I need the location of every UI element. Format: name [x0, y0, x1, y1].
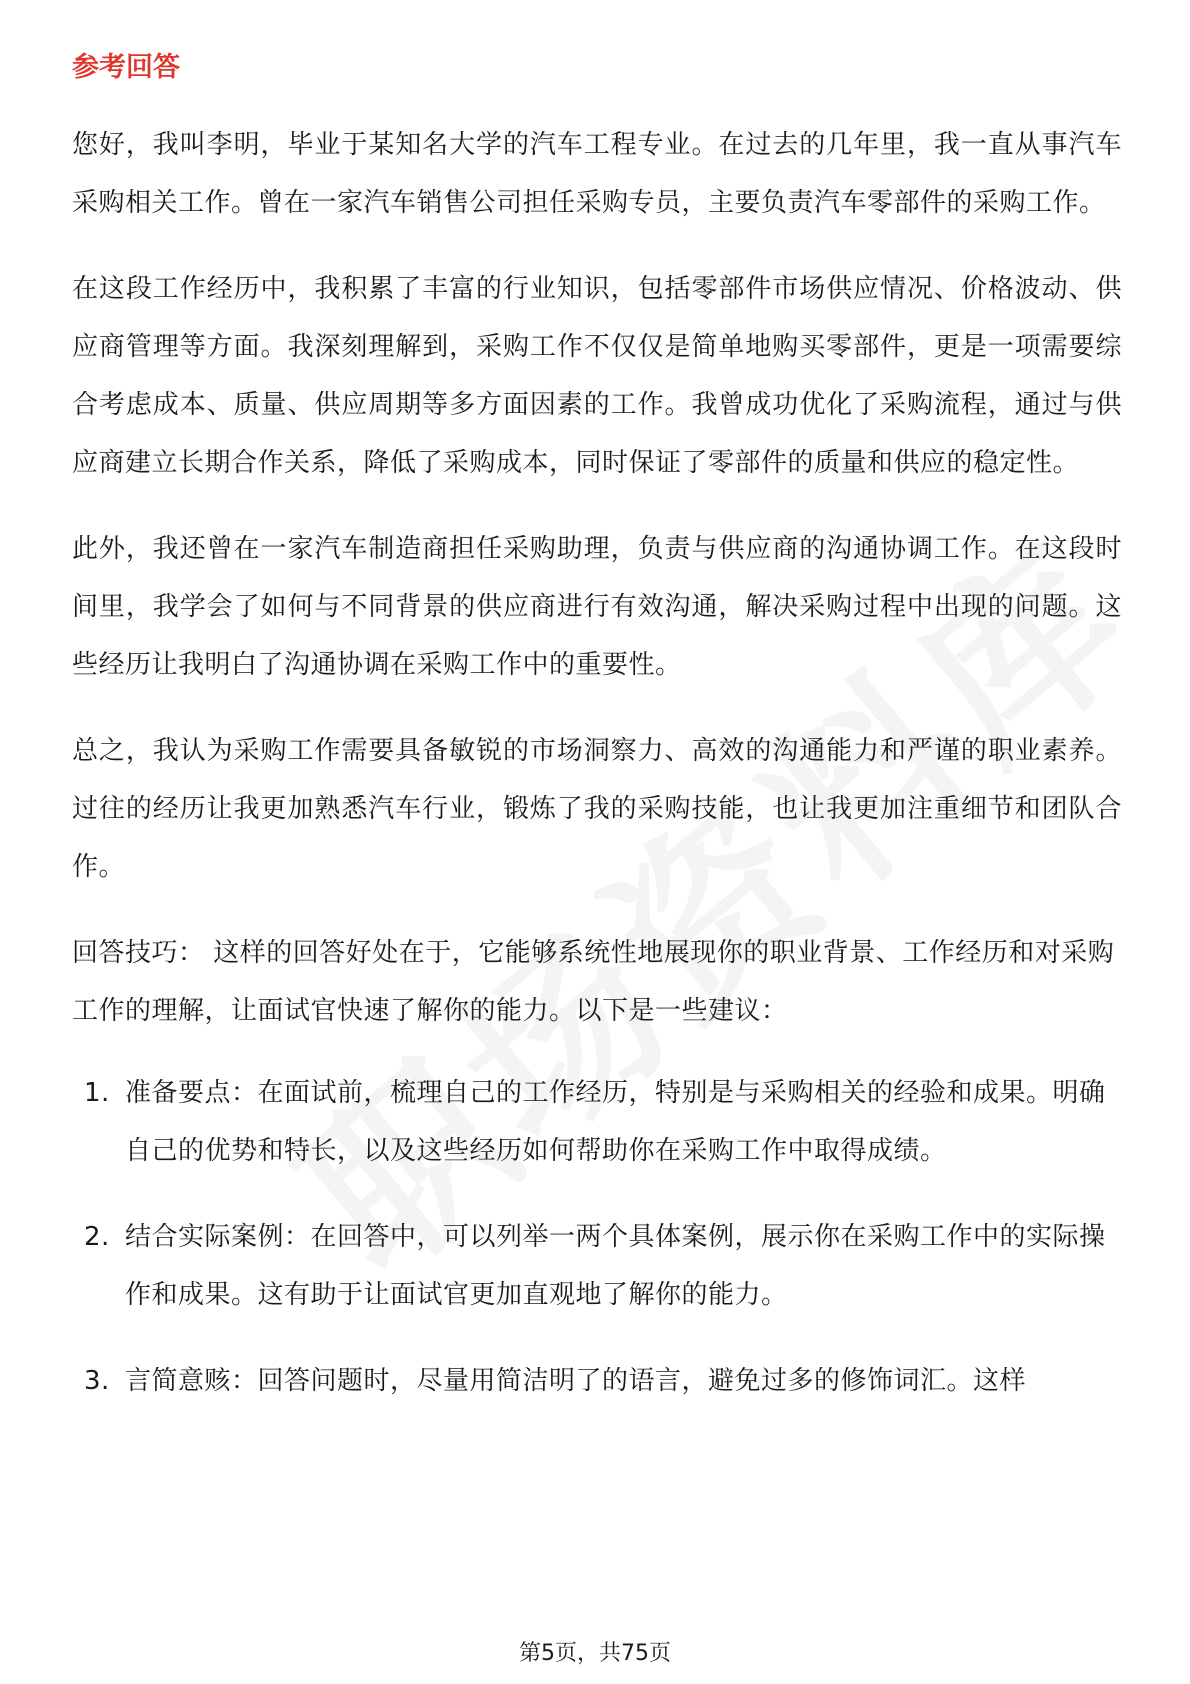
list-number: 1. [84, 1078, 110, 1108]
tips-intro: 回答技巧： 这样的回答好处在于，它能够系统性地展现你的职业背景、工作经历和对采购工作的理解，让面试官快速了解你的能力。以下是一些建议： [72, 938, 1115, 1026]
list-item [72, 1208, 1122, 1324]
list-number: 3. [84, 1366, 110, 1396]
paragraph-assistant: 此外，我还曾在一家汽车制造商担任采购助理，负责与供应商的沟通协调工作。在这段时间里，我学会了如何与不同背景的供应商进行有效沟通，解决采购过程中出现的问题。这些经历让我明白了沟通协调在采购工作中的重要性。 [72, 534, 1122, 680]
list-item-text: 结合实际案例：在回答中，可以列举一两个具体案例，展示你在采购工作中的实际操作和成果。这有助于让面试官更加直观地了解你的能力。 [125, 1222, 1106, 1310]
page-content [72, 48, 1122, 1438]
paragraph-summary: 总之，我认为采购工作需要具备敏锐的市场洞察力、高效的沟通能力和严谨的职业素养。过往的经历让我更加熟悉汽车行业，锻炼了我的采购技能，也让我更加注重细节和团队合作。 [72, 736, 1122, 882]
page-footer: 第5页，共75页 [519, 1641, 671, 1666]
list-item [72, 1352, 1122, 1410]
tip-list [72, 1064, 1122, 1410]
section-title: 参考回答 [72, 52, 180, 83]
list-number: 2. [84, 1222, 110, 1252]
list-item-text: 准备要点：在面试前，梳理自己的工作经历，特别是与采购相关的经验和成果。明确自己的优势和特长，以及这些经历如何帮助你在采购工作中取得成绩。 [125, 1078, 1106, 1166]
list-item-text: 言简意赅：回答问题时，尽量用简洁明了的语言，避免过多的修饰词汇。这样 [125, 1366, 1027, 1396]
list-item [72, 1064, 1122, 1180]
paragraph-intro: 您好，我叫李明，毕业于某知名大学的汽车工程专业。在过去的几年里，我一直从事汽车采购相关工作。曾在一家汽车销售公司担任采购专员，主要负责汽车零部件的采购工作。 [72, 130, 1122, 218]
paragraph-experience: 在这段工作经历中，我积累了丰富的行业知识，包括零部件市场供应情况、价格波动、供应商管理等方面。我深刻理解到，采购工作不仅仅是简单地购买零部件，更是一项需要综合考虑成本、质量、供应周期等多方面因素的工作。我曾成功优化了采购流程，通过与供应商建立长期合作关系，降低了采购成本，同时保证了零部件的质量和供应的稳定性。 [72, 274, 1122, 478]
